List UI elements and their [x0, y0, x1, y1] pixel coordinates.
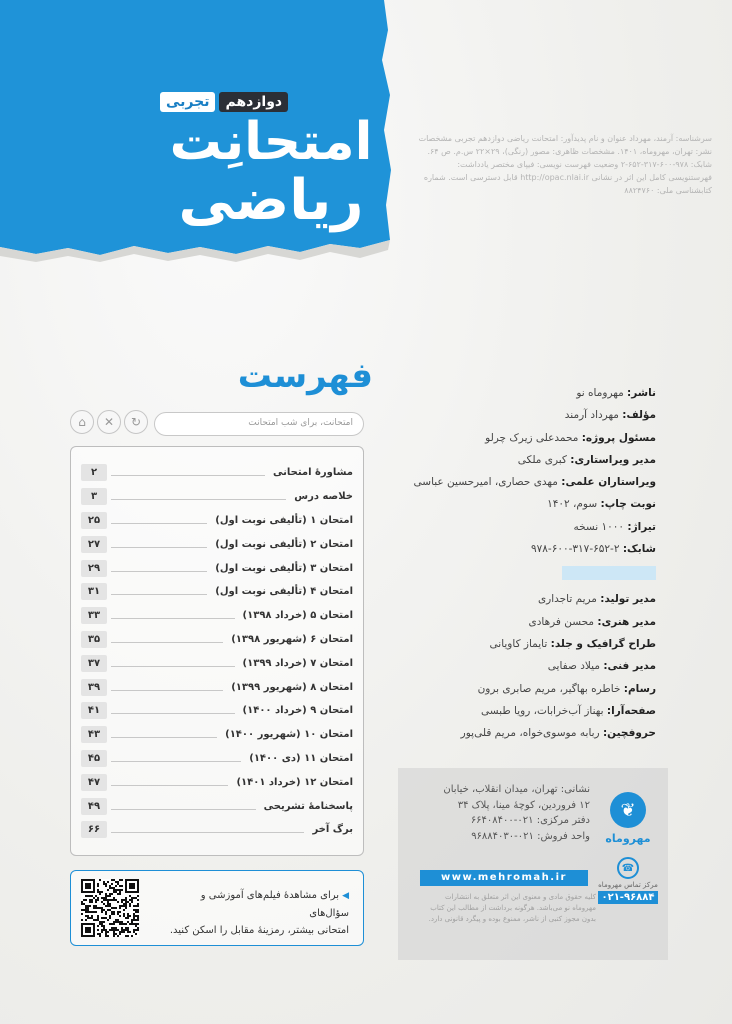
credit-role: مدیر فنی:	[603, 660, 656, 673]
toc-item-page: ۲۹	[81, 560, 107, 577]
address-line1: نشانی: تهران، میدان انقلاب، خیابان	[443, 784, 590, 795]
toc-item-page: ۲۵	[81, 512, 107, 529]
support-phone: ۰۲۱-۹۶۸۸۴	[598, 891, 658, 904]
toc-item-page: ۳۹	[81, 679, 107, 696]
credit-name: بهناز آب‌خرابات، رویا طبسی	[481, 704, 607, 717]
toc-item-page: ۴۱	[81, 702, 107, 719]
toc-item-label: امتحان ۱۱ (دی ۱۴۰۰)	[249, 752, 353, 764]
close-icon[interactable]: ✕	[97, 410, 121, 434]
credit-row	[420, 449, 656, 471]
toc-leader	[111, 642, 223, 643]
toc-item[interactable]	[81, 604, 353, 628]
toc-item-label: امتحان ۶ (شهریور ۱۳۹۸)	[231, 633, 353, 645]
toc-item-page: ۳۳	[81, 607, 107, 624]
toc-leader	[111, 761, 241, 762]
toc-item[interactable]	[81, 461, 353, 485]
toc-leader	[111, 666, 235, 667]
toc-leader	[111, 785, 228, 786]
contact-text	[410, 782, 590, 844]
toc-item-page: ۶۶	[81, 821, 107, 838]
credit-role: نوبت چاپ:	[600, 498, 656, 511]
cover-header	[0, 0, 392, 262]
toc-item[interactable]	[81, 485, 353, 509]
butterfly-logo-icon: ❦	[610, 792, 646, 828]
toc-item[interactable]	[81, 556, 353, 580]
toc-leader	[111, 594, 207, 595]
brand-column	[598, 792, 658, 904]
credit-row	[420, 611, 656, 633]
toc-item[interactable]	[81, 651, 353, 675]
toc-item[interactable]	[81, 509, 353, 533]
toc-item-label: امتحان ۲ (تألیفی نوبت اول)	[215, 538, 353, 550]
credit-row	[420, 722, 656, 744]
toc-item-page: ۲	[81, 464, 107, 481]
toc-leader	[111, 832, 304, 833]
toc-leader	[111, 571, 207, 572]
toc-title: فهرست	[237, 356, 373, 396]
toc-leader	[111, 475, 265, 476]
toc-item[interactable]	[81, 628, 353, 652]
toc-item[interactable]	[81, 770, 353, 794]
brand-name: مهروماه	[605, 832, 651, 845]
contact-box	[398, 768, 668, 960]
search-input[interactable]: امتحانت، برای شب امتحانت	[154, 412, 364, 436]
sales-phone: واحد فروش: ۰۲۱-۹۶۸۸۴۰۳۰	[471, 830, 590, 842]
headset-icon: ☎	[617, 857, 639, 879]
credit-name: مهرداد آرمند	[564, 409, 623, 422]
toc-item-label: امتحان ۷ (خرداد ۱۳۹۹)	[242, 657, 353, 669]
toc-item[interactable]	[81, 794, 353, 818]
credit-role: رسام:	[623, 682, 656, 695]
credit-row	[420, 404, 656, 426]
toc-list	[70, 446, 364, 856]
toc-item-label: امتحان ۵ (خرداد ۱۳۹۸)	[242, 610, 353, 622]
toc-item[interactable]	[81, 675, 353, 699]
credit-name: ۱۰۰۰ نسخه	[573, 520, 628, 533]
cover-title-line1: امتحانِت	[169, 112, 373, 172]
credit-role: صفحه‌آرا:	[606, 704, 656, 717]
copyright-notice: کلیه حقوق مادی و معنوی این اثر متعلق به انتشارات مهروماه نو می‌باشد. هرگونه برداشت از مطالب این کتاب بدون مجوز کتبی از ناشر، ممنوع بوده و پیگرد قانونی دارد.	[428, 893, 596, 923]
toc-leader	[111, 547, 207, 548]
credit-role: مسئول پروژه:	[581, 431, 656, 444]
credit-role: مدیر هنری:	[597, 615, 656, 628]
credits	[413, 382, 656, 744]
toc-item-page: ۴۹	[81, 798, 107, 815]
credit-name: سوم، ۱۴۰۲	[547, 498, 601, 511]
search-bar	[70, 410, 364, 438]
credit-name: مریم تاجداری	[537, 593, 601, 606]
toc-leader	[111, 737, 217, 738]
refresh-icon[interactable]: ↻	[124, 410, 148, 434]
support-label: مرکز تماس مهروماه	[598, 881, 658, 889]
toc-item[interactable]	[81, 723, 353, 747]
toc-item-label: برگ آخر	[312, 824, 353, 836]
credit-row	[420, 588, 656, 610]
credit-name: کبری ملکی	[517, 453, 571, 466]
toc-item[interactable]	[81, 532, 353, 556]
toc-item-label: امتحان ۳ (تألیفی نوبت اول)	[215, 562, 353, 574]
qr-line2: امتحانی بیشتر، رمزینهٔ مقابل را اسکن کنید.	[169, 925, 349, 936]
credit-role: طراح گرافیک و جلد:	[550, 637, 656, 650]
credit-name: میلاد صفایی	[547, 660, 604, 673]
catalog-info: سرشناسه: آرمند، مهرداد عنوان و نام پدیدآور: امتحانت ریاضی دوازدهم تجربی مشخصات نشر: تهران، مهروماه، ۱۴۰۱. مشخصات ظاهری: مصور (رنگی)، ۲۹×۲۲ س.م. ص ۶۴. شابک: ۹۷۸-۶۰۰-۳۱۷-۶۵۲-۲ وضعیت فهرست نویسی: فیپای مختصر یادداشت: فهرستنویسی کامل این اثر در نشانی http://opac.nlai.ir قابل دسترسی است. شماره کتابشناسی ملی: ۸۸۲۴۷۶۰	[418, 134, 712, 195]
track-label: تجربی	[160, 92, 215, 112]
address-line2: ۱۲ فروردین، کوچهٔ مینا، پلاک ۳۴	[457, 799, 590, 811]
credit-row	[420, 382, 656, 404]
website-link[interactable]: www.mehromah.ir	[420, 870, 588, 886]
toc-leader	[111, 690, 223, 691]
credit-row	[420, 678, 656, 700]
toc-item-label: پاسخنامهٔ تشریحی	[263, 800, 353, 812]
credit-row	[420, 516, 656, 538]
credit-name: ۲-۶۵۲-۳۱۷-۶۰۰-۹۷۸	[530, 543, 623, 556]
qr-line1: برای مشاهدهٔ فیلم‌های آموزشی و سؤال‌های	[200, 890, 349, 919]
credit-row	[420, 700, 656, 722]
toc-item[interactable]	[81, 747, 353, 771]
credit-role: مدیر تولید:	[600, 593, 656, 606]
credit-name: مهدی حصاری، امیرحسین عباسی	[413, 476, 562, 489]
credit-role: تیراژ:	[627, 520, 656, 533]
toc-item-label: امتحان ۸ (شهریور ۱۳۹۹)	[231, 681, 353, 693]
credit-role: مؤلف:	[622, 409, 656, 422]
toc-item-label: خلاصه درس	[294, 491, 353, 503]
credit-row	[420, 655, 656, 677]
credit-role: شابک:	[622, 543, 656, 556]
credit-role: ناشر:	[627, 387, 656, 399]
credit-role: ویراستاران علمی:	[561, 476, 656, 489]
toc-item[interactable]	[81, 580, 353, 604]
toc-item[interactable]	[81, 818, 353, 842]
credit-row	[420, 427, 656, 449]
toc-item-page: ۳۱	[81, 583, 107, 600]
toc-item[interactable]	[81, 699, 353, 723]
toc-item-page: ۴۵	[81, 750, 107, 767]
toc-item-page: ۴۷	[81, 774, 107, 791]
credit-name: محسن فرهادی	[528, 615, 598, 628]
toc-item-page: ۳	[81, 488, 107, 505]
home-icon[interactable]: ⌂	[70, 410, 94, 434]
toc-item-page: ۲۷	[81, 536, 107, 553]
toc-item-label: امتحان ۹ (خرداد ۱۴۰۰)	[242, 705, 353, 717]
qr-code[interactable]	[81, 879, 139, 937]
toc-leader	[111, 618, 235, 619]
toc-item-page: ۴۳	[81, 726, 107, 743]
highlight-strip	[562, 566, 656, 580]
credit-row	[420, 493, 656, 515]
toc-item-page: ۳۷	[81, 655, 107, 672]
toc-leader	[111, 713, 235, 714]
toc-leader	[111, 809, 256, 810]
credit-role: حروفچین:	[602, 727, 656, 740]
qr-text	[159, 887, 349, 939]
toc-leader	[111, 499, 286, 500]
toc-item-label: امتحان ۱ (تألیفی نوبت اول)	[215, 514, 353, 526]
credit-row	[420, 538, 656, 560]
credit-name: محمدعلی زیرک چرلو	[485, 431, 582, 444]
arrow-icon: ◀	[342, 891, 349, 901]
qr-box	[70, 870, 364, 946]
credit-name: خاطره بهاگیر، مریم صابری برون	[477, 682, 624, 695]
toc-item-label: مشاورهٔ امتحانی	[272, 467, 353, 479]
toc-item-page: ۳۵	[81, 631, 107, 648]
grade-label: دوازدهم	[219, 92, 288, 112]
toc-item-label: امتحان ۱۲ (خرداد ۱۴۰۱)	[236, 776, 353, 788]
credit-name: تایماز کاویانی	[489, 637, 551, 650]
grade-badge	[160, 92, 288, 112]
credit-row	[413, 471, 656, 493]
toc-leader	[111, 523, 207, 524]
credit-row	[420, 633, 656, 655]
credit-role: مدیر ویراستاری:	[570, 453, 656, 466]
toc-item-label: امتحان ۱۰ (شهریور ۱۴۰۰)	[225, 729, 353, 741]
office-phone: دفتر مرکزی: ۰۲۱-۶۶۴۰۸۴۰۰	[470, 815, 590, 826]
cover-title-line2: ریاضی	[178, 168, 364, 233]
credit-name: مهروماه نو	[576, 387, 628, 399]
toc-item-label: امتحان ۴ (تألیفی نوبت اول)	[215, 586, 353, 598]
credit-name: ربابه موسوی‌خواه، مریم قلی‌پور	[460, 727, 603, 740]
